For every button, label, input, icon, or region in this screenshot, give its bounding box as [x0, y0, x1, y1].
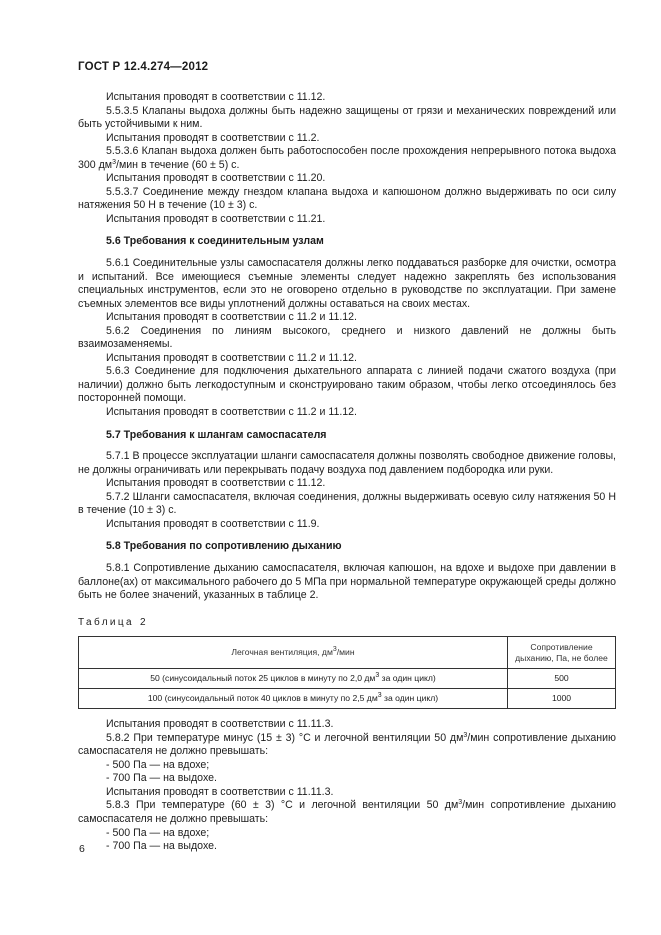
paragraph: Испытания проводят в соответствии с 11.2 и 11.12.	[106, 351, 358, 364]
paragraph: 5.8.2 При температуре минус (15 ± 3) °С и легочной вентиляции 50 $дм^3$/мин сопротивление дыханию самоспасателя не должно превышать:	[78, 731, 616, 758]
document-body	[78, 91, 616, 854]
list-item: - 700 Па — на выдохе.	[106, 772, 217, 785]
paragraph: 5.6.1 Соединительные узлы самоспасателя должны легко поддаваться разборке для очистки, осмотра и испытаний. Все имеющиеся съемные элементы следует надежно закреплять без использования специальных инструментов, если это не оговорено отдельно в руководстве по эксплуатации. При замене съемных элементов все виды уплотнений должны оставаться на своих местах.	[78, 257, 616, 310]
table-cell: 1000	[508, 689, 616, 709]
table-caption: Таблица 2	[78, 616, 146, 628]
document-header: ГОСТ Р 12.4.274—2012	[78, 61, 209, 73]
paragraph: Испытания проводят в соответствии с 11.12.	[106, 91, 326, 103]
table-header-row	[79, 637, 616, 669]
paragraph: Испытания проводят в соответствии с 11.2.	[106, 131, 320, 144]
table-row	[79, 669, 616, 689]
paragraph: 5.5.3.6 Клапан выдоха должен быть работоспособен после прохождения непрерывного потока выдоха 300 $дм^3$/мин в течение (60 ± 5) с.	[78, 145, 616, 171]
section-heading: 5.8 Требования по сопротивлению дыханию	[106, 540, 342, 553]
paragraph: Испытания проводят в соответствии с 11.12.	[106, 477, 326, 490]
list-item: - 700 Па — на выдохе.	[106, 840, 217, 853]
list-item: - 500 Па — на вдохе;	[106, 826, 210, 839]
table-row	[79, 689, 616, 709]
paragraph: Испытания проводят в соответствии с 11.9.	[106, 517, 320, 530]
table-header-cell: Сопротивление дыханию, Па, не более	[508, 637, 616, 669]
resistance-table	[78, 636, 616, 709]
paragraph: 5.7.1 В процессе эксплуатации шланги самоспасателя должны позволять свободное движение головы, не должны ограничивать или перекрывать подачу воздуха под давлением подбородка или руки.	[78, 450, 616, 476]
list-item: - 500 Па — на вдохе;	[106, 758, 210, 771]
paragraph: 5.6.2 Соединения по линиям высокого, среднего и низкого давлений не должны быть взаимозаменяемы.	[78, 324, 616, 351]
paragraph: 5.6.3 Соединение для подключения дыхательного аппарата с линией подачи сжатого воздуха (при наличии) должно быть легкодоступным и сконструировано таким образом, чтобы легко отсоединялось без посторонней помощи.	[78, 365, 616, 405]
page-number: 6	[79, 843, 85, 855]
table-cell: 500	[508, 669, 616, 689]
paragraph: Испытания проводят в соответствии с 11.11.3.	[106, 718, 334, 731]
paragraph: Испытания проводят в соответствии с 11.2 и 11.12.	[106, 406, 358, 419]
paragraph: Испытания проводят в соответствии с 11.21.	[106, 212, 326, 225]
after-table-section	[78, 718, 616, 853]
paragraph: 5.8.3 При температуре (60 ± 3) °С и легочной вентиляции 50 $дм^3$/мин сопротивление дыханию самоспасателя не должно превышать:	[78, 799, 616, 825]
paragraph: Испытания проводят в соответствии с 11.2 и 11.12.	[106, 311, 358, 324]
paragraph: Испытания проводят в соответствии с 11.20.	[106, 172, 326, 185]
table-header-cell: Легочная вентиляция, $дм^3$/мин	[79, 637, 508, 669]
paragraph: 5.5.3.5 Клапаны выдоха должны быть надежно защищены от грязи и механических повреждений или быть устойчивыми к ним.	[78, 104, 616, 131]
section-heading: 5.6 Требования к соединительным узлам	[106, 235, 324, 248]
section-heading: 5.7 Требования к шлангам самоспасателя	[106, 428, 327, 441]
paragraph: 5.8.1 Сопротивление дыханию самоспасателя, включая капюшон, на вдохе и выдохе при давлении в баллоне(ах) от максимального рабочего до 5 МПа при нормальной температуре окружающей среды должно быть не более значений, указанных в таблице 2.	[78, 561, 616, 602]
table-cell: 50 (синусоидальный поток 25 циклов в минуту по 2,0 $дм^3$ за один цикл)	[79, 669, 508, 689]
paragraph: 5.7.2 Шланги самоспасателя, включая соединения, должны выдерживать осевую силу натяжения 50 Н в течение (10 ± 3) с.	[78, 490, 616, 517]
paragraph: Испытания проводят в соответствии с 11.11.3.	[106, 785, 334, 798]
table-cell: 100 (синусоидальный поток 40 циклов в минуту по 2,5 $дм^3$ за один цикл)	[79, 689, 508, 709]
paragraph: 5.5.3.7 Соединение между гнездом клапана выдоха и капюшоном должно выдерживать по оси силу натяжения 50 Н в течение (10 ± 3) с.	[78, 185, 616, 212]
